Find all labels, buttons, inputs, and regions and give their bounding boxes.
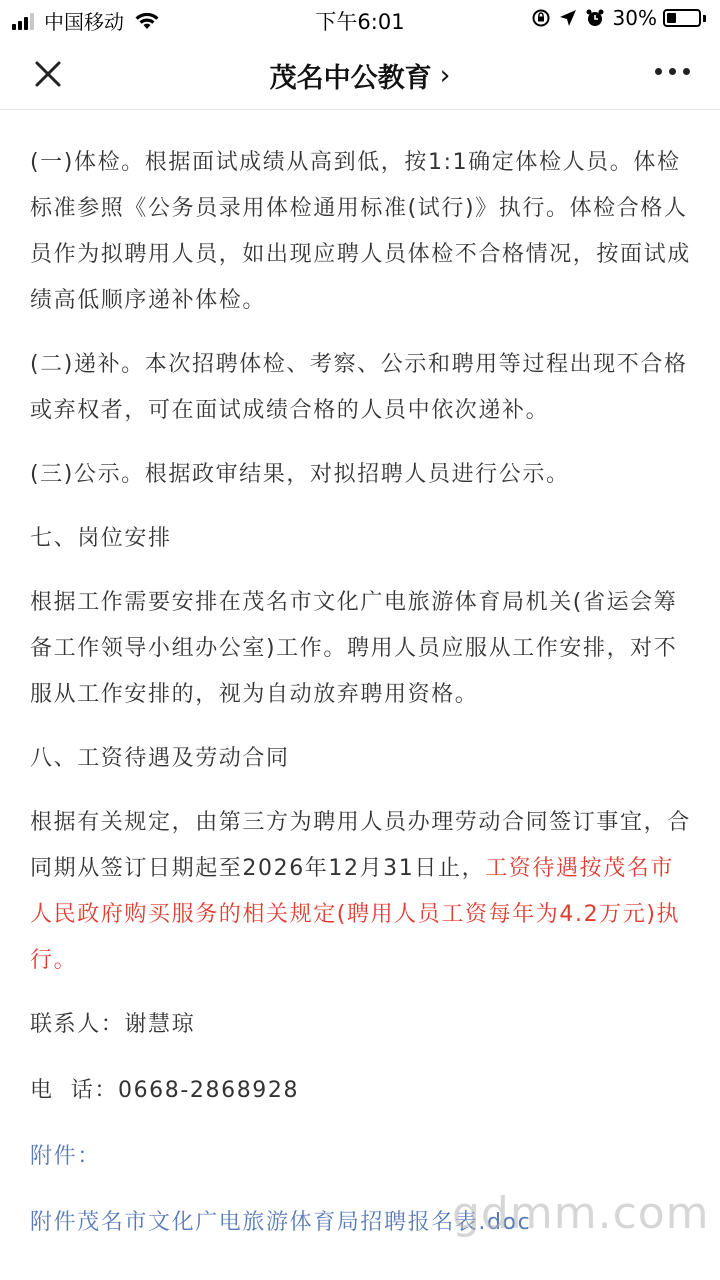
contact-person: 联系人：谢慧琼 bbox=[30, 1012, 196, 1037]
battery-icon bbox=[663, 9, 701, 27]
nav-bar bbox=[0, 38, 720, 110]
status-bar bbox=[0, 0, 720, 38]
lock-rotation-icon bbox=[531, 8, 551, 28]
paragraph-substitution: (二)递补。本次招聘体检、考察、公示和聘用等过程出现不合格或弃权者，可在面试成绩合格的人员中依次递补。 bbox=[30, 352, 688, 423]
battery-level-fill bbox=[667, 13, 676, 23]
account-title: 茂名中公教育 bbox=[269, 63, 432, 94]
attachment-label: 附件： bbox=[30, 1144, 101, 1169]
account-title-link[interactable] bbox=[270, 56, 451, 95]
wifi-icon bbox=[134, 11, 160, 31]
more-dot bbox=[669, 68, 676, 75]
status-time: 下午6:01 bbox=[315, 10, 405, 34]
status-left bbox=[12, 6, 160, 35]
paragraph-salary-contract bbox=[30, 800, 695, 984]
paragraph-post-arrangement: 根据工作需要安排在茂名市文化广电旅游体育局机关(省运会筹备工作领导小组办公室)工作。聘用人员应服从工作安排，对不服从工作安排的，视为自动放弃聘用资格。 bbox=[30, 590, 678, 707]
carrier-label: 中国移动 bbox=[44, 10, 124, 34]
battery-percent: 30% bbox=[612, 6, 657, 30]
status-right bbox=[531, 6, 706, 30]
section-heading-salary-contract: 八、工资待遇及劳动合同 bbox=[30, 746, 290, 771]
paragraph-medical-exam: (一)体检。根据面试成绩从高到低，按1:1确定体检人员。体检标准参照《公务员录用体检通用标准(试行)》执行。体检合格人员作为拟聘用人员，如出现应聘人员体检不合格情况，按面试成绩高低顺序递补体检。 bbox=[30, 150, 691, 313]
salary-contract-text: 根据有关规定，由第三方为聘用人员办理劳动合同签订事宜，合同期从签订日期起至2026年12月31日止， bbox=[30, 810, 691, 881]
chevron-right-icon: › bbox=[439, 60, 451, 91]
signal-icon bbox=[12, 12, 36, 30]
alarm-icon bbox=[585, 8, 605, 28]
nav-title-wrap bbox=[0, 56, 720, 95]
article-content bbox=[30, 140, 695, 1246]
more-dot bbox=[683, 68, 690, 75]
contact-phone: 电 话：0668-2868928 bbox=[30, 1078, 300, 1103]
salary-highlight-text: 工资待遇按茂名市人民政府购买服务的相关规定(聘用人员工资每年为4.2万元)执行。 bbox=[30, 856, 681, 973]
watermark-text: gdmm.com bbox=[452, 1188, 710, 1239]
paragraph-publicity: (三)公示。根据政审结果，对拟招聘人员进行公示。 bbox=[30, 462, 570, 487]
section-heading-post-arrangement: 七、岗位安排 bbox=[30, 526, 172, 551]
location-icon bbox=[559, 9, 577, 27]
attachment-link[interactable]: 附件茂名市文化广电旅游体育局招聘报名表.doc bbox=[30, 1210, 532, 1235]
battery-tip bbox=[703, 15, 706, 22]
more-dot bbox=[655, 68, 662, 75]
more-icon[interactable] bbox=[648, 68, 690, 75]
